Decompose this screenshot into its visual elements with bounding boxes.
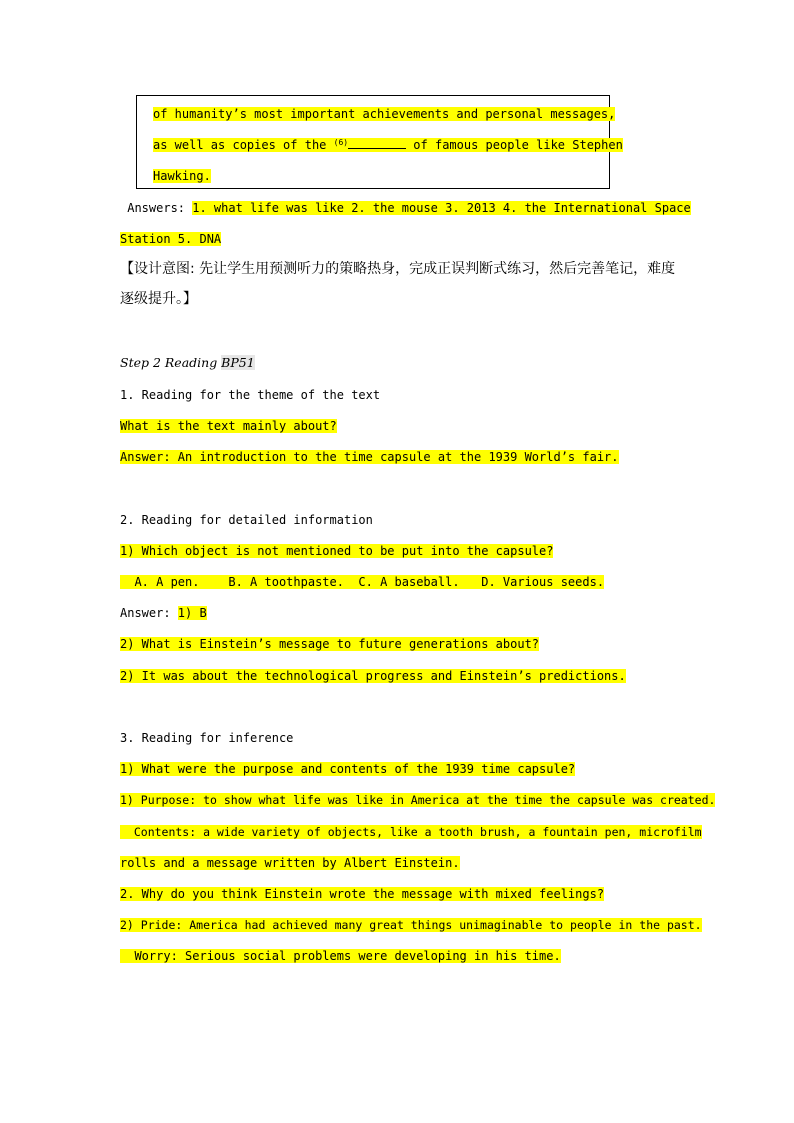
section-3-pride: 2) Pride: America had achieved many great things unimaginable to people in the past. [120,918,702,932]
notes-box [136,95,623,189]
section-1-question: What is the text mainly about? [120,419,337,433]
section-3-contents: Contents: a wide variety of objects, like a tooth brush, a fountain pen, microfilm [120,825,702,839]
answers-line-2: Station 5. DNA [120,232,222,246]
section-2-heading: 2. Reading for detailed information [120,513,373,527]
section-1-answer: Answer: An introduction to the time capsule at the 1939 World’s fair. [120,450,619,464]
box-line-2: as well as copies of the $^{(6)}$ of famous people like Stephen [153,138,623,152]
box-line-1: of humanity’s most important achievements and personal messages, [153,107,616,121]
section-2-options: A. A pen. B. A toothpaste. C. A baseball. D. Various seeds. [120,575,605,589]
box-line-3: Hawking. [153,169,211,183]
design-note-line-1: 【设计意图: 先让学生用预测听力的策略热身，完成正误判断式练习，然后完善笔记，难度 [120,261,676,277]
section-3-question-2: 2. Why do you think Einstein wrote the message with mixed feelings? [120,887,605,901]
section-3-question-1: 1) What were the purpose and contents of the 1939 time capsule? [120,762,576,776]
step-2-heading: Step 2 Reading BP51 [120,355,255,370]
section-3-heading: 3. Reading for inference [120,731,294,745]
section-1-heading: 1. Reading for the theme of the text [120,388,381,402]
section-2-answer-1: Answer: 1) B [120,606,207,620]
design-note-line-2: 逐级提升。】 [120,291,197,307]
section-3-contents-2: rolls and a message written by Albert Einstein. [120,856,460,870]
section-2-question-1: 1) Which object is not mentioned to be put into the capsule? [120,544,554,558]
section-3-worry: Worry: Serious social problems were developing in his time. [120,949,561,963]
fill-in-blank [348,136,406,149]
section-2-question-2: 2) What is Einstein’s message to future generations about? [120,637,540,651]
section-2-answer-2: 2) It was about the technological progress and Einstein’s predictions. [120,669,626,683]
section-3-purpose: 1) Purpose: to show what life was like in America at the time the capsule was created. [120,793,716,807]
footnote-marker: (6) [333,138,349,147]
answers-line-1: Answers: 1. what life was like 2. the mouse 3. 2013 4. the International Space [120,201,691,215]
